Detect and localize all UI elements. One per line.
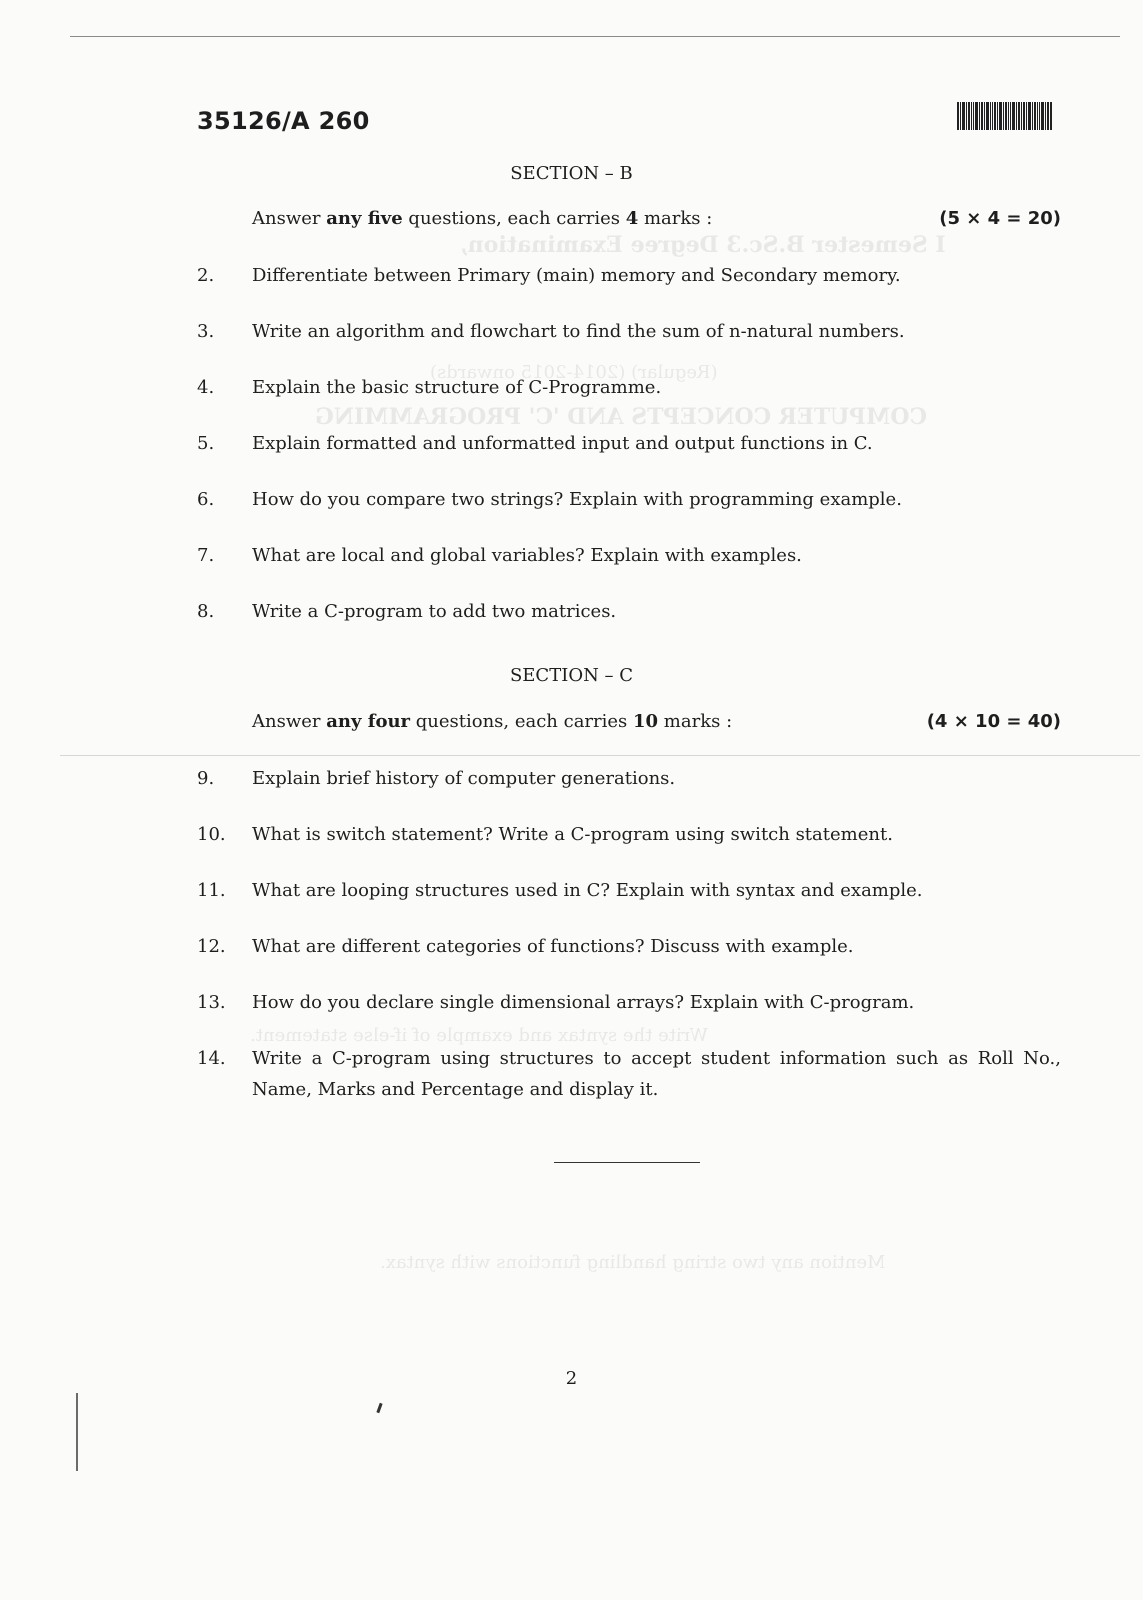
question-item [197,1043,1061,1105]
question-number: 7. [197,545,215,566]
question-text: What are looping structures used in C? Explain with syntax and example. [252,880,923,901]
bleed-through-text: Write the syntax and example of if-else statement. [250,1025,708,1046]
question-item [197,372,1061,403]
question-number: 11. [197,880,226,901]
bleed-through-text: COMPUTER CONCEPTS AND 'C' PROGRAMMING [315,404,927,430]
paper-code: 35126/A 260 [197,107,370,135]
question-number: 6. [197,489,215,510]
question-item [197,987,1061,1018]
question-item [197,875,1061,906]
question-number: 4. [197,377,215,398]
instruction-middle: questions, each carries [410,711,634,732]
question-number: 14. [197,1048,226,1069]
question-number: 2. [197,265,215,286]
instruction-suffix: marks : [658,711,733,732]
instruction-count: any five [326,208,403,229]
bleed-through-text: Mention any two string handling functions with syntax. [380,1252,886,1273]
top-rule [70,36,1120,37]
question-text: How do you declare single dimensional arrays? Explain with C-program. [252,992,915,1013]
instruction-prefix: Answer [252,208,327,229]
instruction-marks-each: 10 [633,711,659,732]
stray-pen-mark [376,1403,382,1413]
question-text: Explain formatted and unformatted input and output functions in C. [252,433,873,454]
question-number: 13. [197,992,226,1013]
question-item [197,260,1061,291]
margin-pen-mark [76,1393,78,1471]
section-b-title: SECTION – B [510,163,633,184]
question-number: 5. [197,433,215,454]
question-number: 9. [197,768,215,789]
question-number: 3. [197,321,215,342]
question-item [197,428,1061,459]
question-item [197,540,1061,571]
question-item [197,763,1061,794]
section-b-marks: (5 × 4 = 20) [939,208,1061,229]
instruction-middle: questions, each carries [402,208,626,229]
instruction-prefix: Answer [252,711,327,732]
section-c-title: SECTION – C [509,665,634,686]
section-c-marks: (4 × 10 = 40) [926,711,1061,732]
instruction-marks-each: 4 [625,208,639,229]
question-item [197,819,1061,850]
paper-fold-line [60,755,1140,756]
question-text: Write a C-program to add two matrices. [252,601,617,622]
question-text: Explain the basic structure of C-Programme. [252,377,662,398]
question-text: Explain brief history of computer generations. [252,768,676,789]
question-text: What are different categories of functions? Discuss with example. [252,936,854,957]
question-number: 12. [197,936,226,957]
question-text: What is switch statement? Write a C-program using switch statement. [252,824,893,845]
question-text: Write a C-program using structures to accept student information such as Roll No., Name, Marks and Percentage and display it. [252,1048,1061,1100]
question-number: 8. [197,601,215,622]
bleed-through-text: I Semester B.Sc.3 Degree Examination, [460,232,946,258]
page-number: 2 [565,1368,578,1389]
end-of-paper-rule [554,1162,700,1163]
question-item [197,484,1061,515]
question-text: Write an algorithm and flowchart to find the sum of n-natural numbers. [252,321,905,342]
question-text: What are local and global variables? Explain with examples. [252,545,802,566]
section-c-instruction-text [252,711,732,732]
section-c-instruction [252,711,1061,732]
question-item [197,596,1061,627]
section-b-instruction-text [252,208,712,229]
instruction-suffix: marks : [638,208,713,229]
question-text: Differentiate between Primary (main) memory and Secondary memory. [252,265,901,286]
instruction-count: any four [326,711,411,732]
question-item [197,316,1061,347]
barcode-image [957,102,1061,130]
bleed-through-text: (Regular) (2014-2015 onwards) [430,362,718,383]
question-text: How do you compare two strings? Explain with programming example. [252,489,902,510]
question-number: 10. [197,824,226,845]
section-b-instruction [252,208,1061,229]
question-item [197,931,1061,962]
